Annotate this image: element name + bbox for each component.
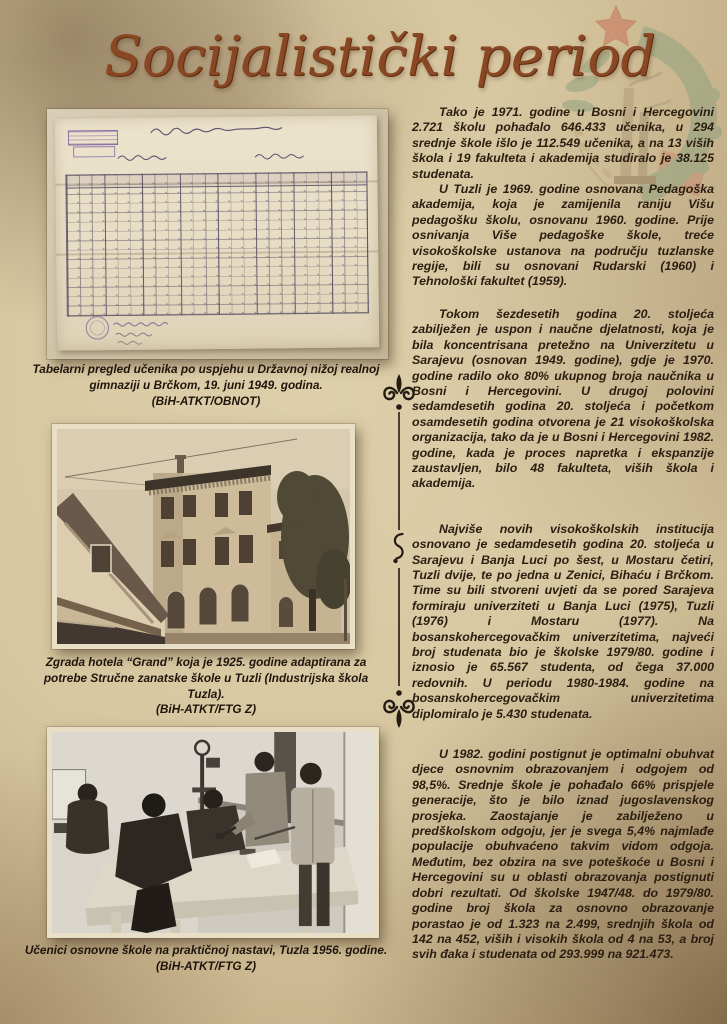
figure-hotel-grand-photo	[52, 424, 355, 649]
signature-line	[116, 333, 152, 336]
divider-line	[398, 568, 400, 686]
pupil-head	[203, 789, 223, 809]
handwriting-marks	[55, 115, 379, 350]
paragraph: Tokom šezdesetih godina 20. stoljeća zabilježen je uspon i naučne djelatnosti, koja je bila koncentrisana pretežno na Univerzitetu u Sarajevu (osnovan 1949. godine), gdje je 1970. godine radilo oko 80% ukupnog broja naučnika u Bosni i Hercegovini. U drugoj polovini sedamdesetih godina 20. stoljeća i početkom osamdesetih godina otvorena je 21 visokoškolska organizacija, tako da je u Bosni i Hercegovini 1982. godine, kada je proces napretka i ekspanzije zaustavljen, bilo 48 fakulteta, viših škola i akademija.	[412, 306, 714, 491]
road	[165, 633, 350, 644]
pupil-legs	[299, 865, 312, 926]
handwritten-subheader	[255, 154, 303, 159]
paragraph: Tako je 1971. godine u Bosni i Hercegovini 2.721 školu pohađalo 646.433 učenika, u 294 srednje škole išlo je 112.549 učenika, a na 13 viših škola i 19 fakulteta i akademija studiralo je 38.125 studenata.	[412, 105, 714, 181]
paragraph: U 1982. godini postignut je optimalni obuhvat djece osnovnim obrazovanjem i odgojem od 98,5%. Srednje škole je pohađalo 66% prispjele generacije, što je bilo iznad jugoslavenskog prosjeka. Zaostajanje je zabilježeno u predškolskom odgoju, jer je svega 5,4% najmlađe populacije obuhvaćeno takvim vidom odgoja. Međutim, bez obzira na sve poteškoće u Bosni i Hercegovini su u oblasti obrazovanja postignuti dobri rezultati. Od školske 1947/48. do 1979/80. godine broj škola za osnovno obrazovanje porastao je od 1.323 na 2.499, srednjih škola od 142 na 452, viših i visokih škola od 4 na 53, a broj svih đaka i studenata od 293.999 na 921.473.	[412, 747, 714, 962]
caption-text: Tabelarni pregled učenika po uspjehu u Državnoj nižoj realnoj gimnaziji u Brčkom, 19. juni 1949. godina.	[32, 362, 380, 392]
stamp-text-line	[113, 323, 168, 327]
fleur-leaf	[396, 709, 401, 728]
bench-leg	[111, 912, 121, 933]
figure-caption	[24, 655, 388, 718]
hammer-head	[216, 833, 224, 839]
caption-credit: (BiH-ATKT/OBNOT)	[151, 393, 261, 408]
caption-credit: (BiH-ATKT/FTG Z)	[155, 702, 257, 717]
teacher-head	[254, 752, 274, 772]
figure-workshop-photo	[47, 727, 379, 938]
paragraph: U Tuzli je 1969. godine osnovana Pedagoška akademija, koja je zamijenila raniju Višu pedagošku školu, osnovanu 1960. godine. Prije osnivanja Više pedagoške škole, treće visokoškolske ustanova na području tuzlanske regije, bili su osnovani Rudarski (1960) i Tehnološki fakultet (1959).	[412, 182, 714, 289]
window	[183, 539, 196, 565]
pupil-head	[300, 763, 322, 785]
window	[183, 495, 196, 517]
window	[215, 537, 229, 565]
caption-credit: (BiH-ATKT/FTG Z)	[155, 958, 257, 973]
figure-caption	[24, 362, 388, 409]
pupil-legs	[317, 863, 330, 926]
document-paper	[55, 115, 379, 350]
window	[161, 497, 174, 519]
window	[215, 493, 228, 517]
article-text	[412, 105, 714, 963]
divider-dot	[393, 559, 397, 563]
tree	[277, 471, 317, 523]
caption-text: Učenici osnovne škole na praktičnoj nastavi, Tuzla 1956. godine.	[24, 943, 388, 957]
wreath-leaf	[706, 88, 720, 102]
round-stamp	[86, 317, 108, 340]
arched-window	[279, 597, 293, 627]
handwritten-subheader	[118, 155, 166, 160]
signature-line	[118, 341, 142, 344]
divider-dot	[396, 404, 402, 410]
fleur-curl	[384, 388, 397, 399]
arched-window	[199, 587, 217, 625]
s-scroll	[395, 534, 403, 559]
window	[91, 545, 111, 573]
window	[239, 491, 252, 515]
bw-workshop-scene	[52, 732, 374, 933]
arched-window	[231, 584, 249, 622]
window	[239, 535, 253, 563]
page-title: Socijalistički period	[104, 24, 656, 88]
figure-table-document	[47, 109, 388, 359]
figure-caption	[24, 943, 388, 975]
fleur-leaf	[396, 374, 401, 393]
chimney	[177, 457, 184, 473]
round-stamp-inner	[90, 321, 104, 335]
sepia-building-scene	[57, 429, 350, 644]
caption-text: Zgrada hotela “Grand” koja je 1925. godine adaptirana za potrebe Stručne zanatske škole u Tuzli (Industrijska škola Tuzla).	[43, 655, 369, 701]
window	[161, 541, 174, 567]
pupil-seated	[66, 800, 109, 854]
post	[344, 579, 347, 641]
pupil-head	[142, 793, 166, 817]
paragraph: Najviše novih visokoškolskih institucija osnovano je sedamdesetih godina 20. stoljeća u Sarajevu i Banja Luci po šest, u Mostaru četiri, Tuzli dvije, te po jedna u Zenici, Bihaću i Brčkom. Time su bili stvoreni uvjeti da se pored Sarajeva formiraju univerziteti u Banja Luci (1975), Tuzli (1976) i Mostaru (1977). Na bosanskohercegovačkim univerzitetima, najveći broj studenata bio je školske 1979/80. godine i iznosio je 65.567 studenta, od čega 37.000 redovnih. U periodu 1980-1984. godine na bosanskohercegovačkim univerzitetima diplomiralo je 5.430 studenata.	[412, 521, 714, 721]
divider-line	[398, 412, 400, 530]
handwritten-title	[151, 127, 282, 135]
ornamental-divider	[382, 372, 416, 730]
tree-trunk	[309, 589, 316, 631]
drill-motor	[206, 758, 220, 768]
divider-dot	[396, 690, 402, 696]
fleur-curl	[384, 701, 397, 712]
arched-window	[167, 591, 185, 629]
